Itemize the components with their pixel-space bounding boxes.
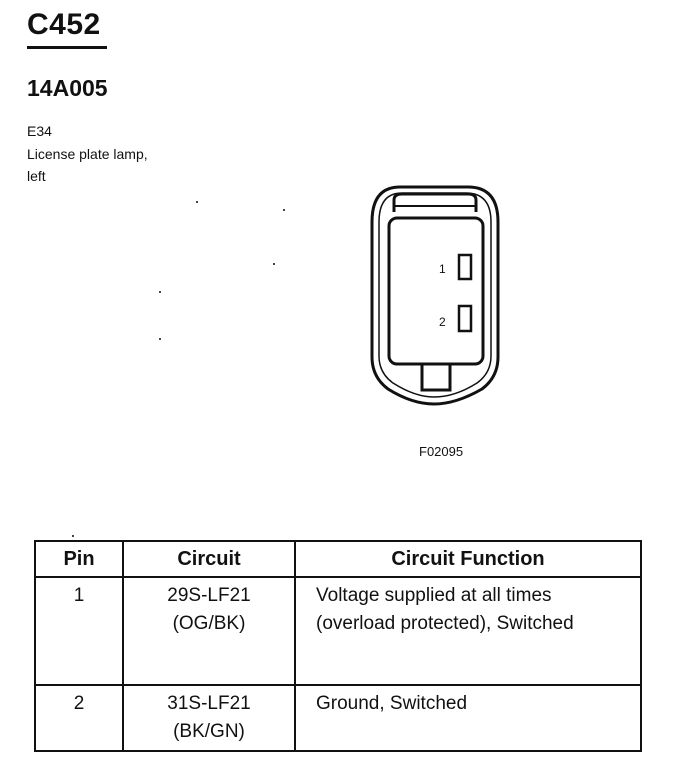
connector-shell-inner-edge	[379, 193, 491, 397]
keying-notch	[422, 364, 450, 390]
table-row	[35, 685, 641, 751]
pin-cell	[35, 685, 123, 751]
scan-speck	[159, 338, 161, 340]
table-row	[35, 577, 641, 685]
circuit-function-line-2: (overload protected), Switched	[316, 613, 574, 634]
circuit-cell	[123, 685, 295, 751]
location-code: E34	[27, 123, 52, 139]
column-header-pin: Pin	[35, 541, 123, 577]
circuit-code: 29S-LF21	[167, 585, 251, 606]
wire-color: (BK/GN)	[173, 721, 245, 742]
column-header-circuit: Circuit	[123, 541, 295, 577]
scan-speck	[196, 201, 198, 203]
pin-cell	[35, 577, 123, 685]
scan-speck	[72, 535, 74, 537]
locking-tab	[394, 194, 476, 212]
wire-color: (OG/BK)	[172, 613, 246, 634]
pin-number: 2	[73, 693, 85, 714]
connector-id: C452	[27, 8, 101, 41]
pin-number: 1	[73, 585, 85, 606]
pin-cavity-area	[389, 218, 483, 364]
pin-circuit-table	[34, 540, 642, 752]
circuit-function-cell	[295, 577, 641, 685]
connector-face-diagram	[360, 182, 510, 412]
figure-id: F02095	[419, 444, 464, 459]
pin-1-label: 1	[439, 262, 446, 276]
circuit-code: 31S-LF21	[167, 693, 251, 714]
circuit-function-line-1: Ground, Switched	[316, 693, 468, 714]
pin-2-terminal	[459, 306, 471, 331]
column-header-circuit-function: Circuit Function	[295, 541, 641, 577]
scan-speck	[159, 291, 161, 293]
circuit-function-cell	[295, 685, 641, 751]
part-number: 14A005	[27, 75, 108, 101]
connector-id-underline	[27, 46, 107, 49]
description-line-2: left	[27, 168, 46, 184]
scan-speck	[273, 263, 275, 265]
table-header-row	[35, 541, 641, 577]
pin-1-terminal	[459, 255, 471, 279]
scan-speck	[283, 209, 285, 211]
description-line-1: License plate lamp,	[27, 146, 148, 162]
circuit-function-line-1: Voltage supplied at all times	[316, 585, 552, 606]
pin-2-label: 2	[439, 315, 446, 329]
circuit-cell	[123, 577, 295, 685]
